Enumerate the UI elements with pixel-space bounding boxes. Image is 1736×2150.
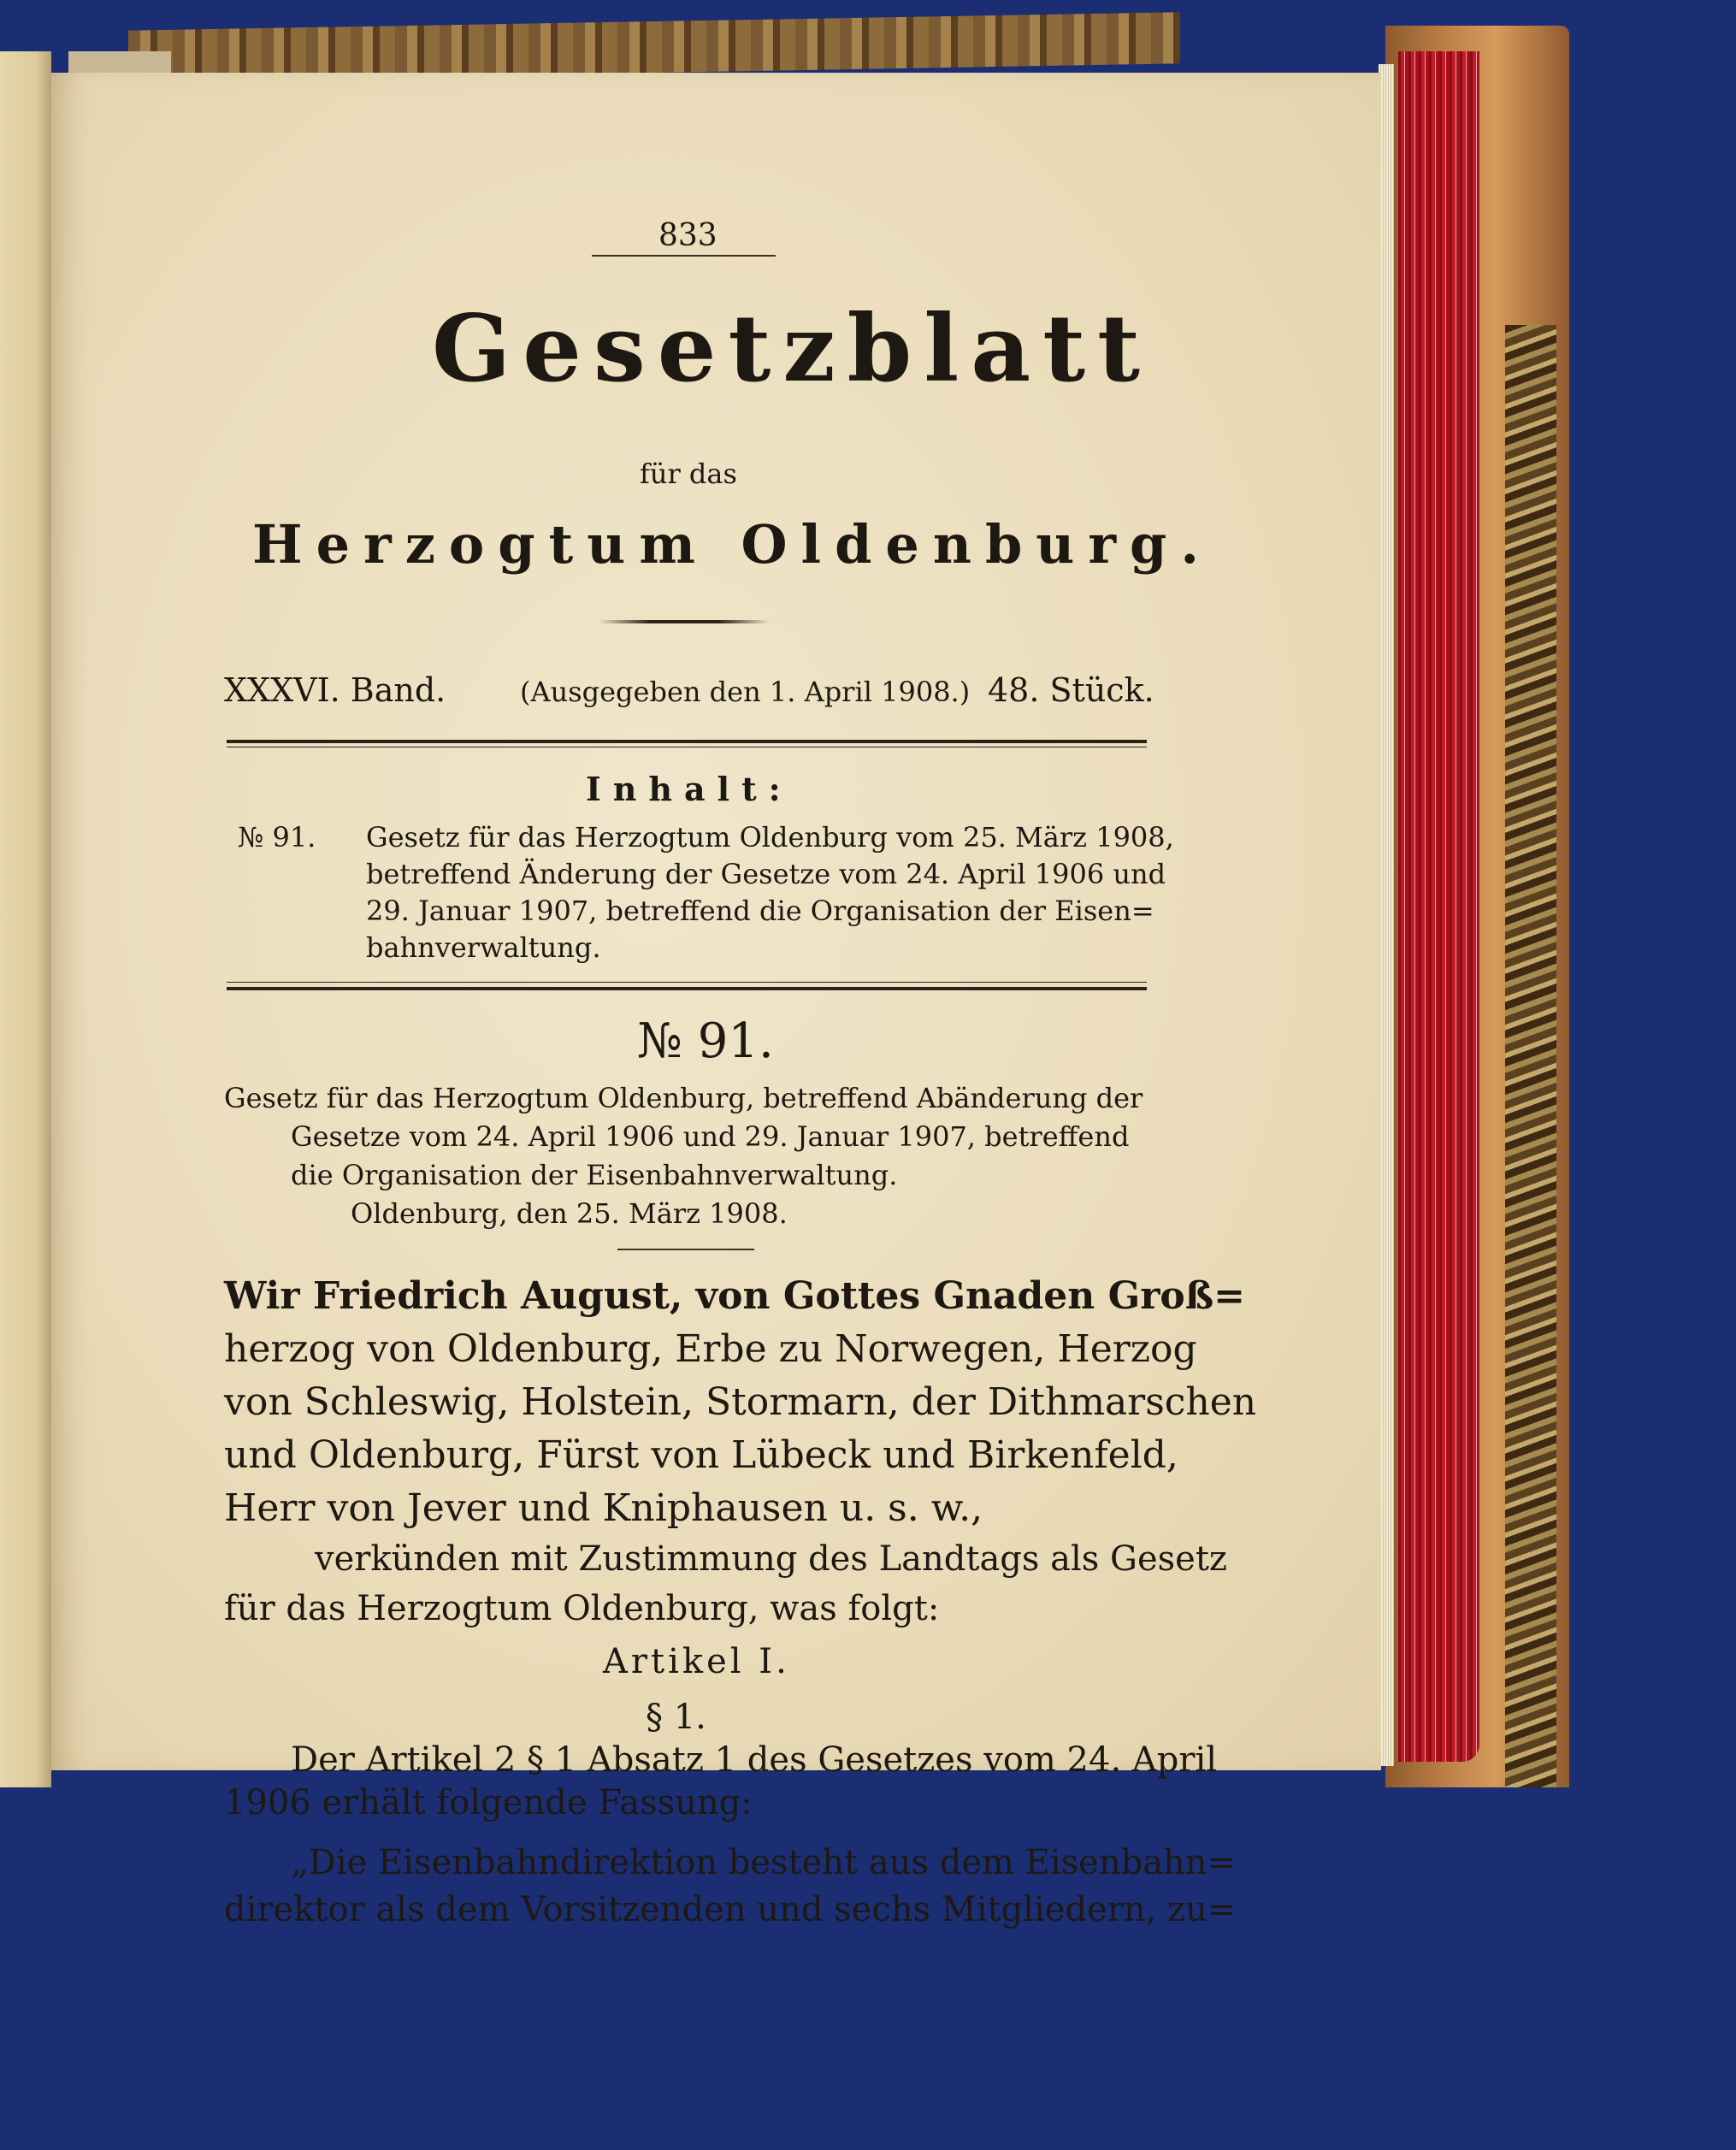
contents-line: bahnverwaltung. (366, 931, 601, 964)
law-number: № 91. (637, 1013, 774, 1069)
ornamental-rule (599, 620, 770, 623)
background-mat (0, 1787, 1736, 2150)
contents-number: № 91. (238, 821, 316, 854)
law-subtitle-line: Gesetze vom 24. April 1906 und 29. Januar 1907, betreffend (291, 1120, 1130, 1153)
law-text-line: direktor als dem Vorsitzenden und sechs Mitgliedern, zu= (224, 1890, 1237, 1929)
header-rule (592, 255, 776, 257)
preamble-line: und Oldenburg, Fürst von Lübeck und Birkenfeld, (224, 1433, 1178, 1477)
law-text-line: Der Artikel 2 § 1 Absatz 1 des Gesetzes vom 24. April (291, 1740, 1218, 1780)
enactment-line: verkünden mit Zustimmung des Landtags als Gesetz (315, 1539, 1227, 1579)
preamble-line: von Schleswig, Holstein, Stormarn, der Dithmarschen (224, 1380, 1257, 1424)
double-rule-bottom (227, 987, 1147, 990)
red-page-edges (1398, 51, 1479, 1762)
section-rule (617, 1249, 754, 1250)
marbled-cover (1505, 325, 1556, 1796)
law-subtitle-line: die Organisation der Eisenbahnverwaltung. (291, 1159, 898, 1191)
preamble-line: Herr von Jever und Kniphausen u. s. w., (224, 1486, 983, 1530)
document-title: Gesetzblatt (432, 295, 1152, 403)
preamble-line: Wir Friedrich August, von Gottes Gnaden Groß= (224, 1274, 1246, 1318)
book-spine-top (128, 12, 1180, 81)
page-number: 833 (658, 218, 717, 253)
state-name: Herzogtum Oldenburg. (252, 513, 1213, 576)
law-subtitle-line: Gesetz für das Herzogtum Oldenburg, betreffend Abänderung der (224, 1082, 1143, 1114)
law-text-line: 1906 erhält folgende Fassung: (224, 1783, 753, 1822)
contents-line: 29. Januar 1907, betreffend die Organisation der Eisen= (366, 895, 1154, 927)
contents-line: Gesetz für das Herzogtum Oldenburg vom 25. März 1908, (366, 821, 1174, 854)
double-rule-top (227, 740, 1147, 743)
issue-number: 48. Stück. (988, 671, 1154, 709)
preamble-line: herzog von Oldenburg, Erbe zu Norwegen, Herzog (224, 1327, 1197, 1371)
contents-line: betreffend Änderung der Gesetze vom 24. April 1906 und (366, 858, 1166, 890)
enactment-line: für das Herzogtum Oldenburg, was folgt: (224, 1589, 940, 1628)
double-rule-bottom-thin (227, 982, 1147, 983)
issue-date: (Ausgegeben den 1. April 1908.) (520, 676, 971, 708)
contents-heading: Inhalt: (586, 770, 793, 808)
law-text-line: „Die Eisenbahndirektion besteht aus dem Eisenbahn= (291, 1843, 1237, 1882)
volume-label: XXXVI. Band. (224, 671, 446, 709)
title-connector: für das (640, 458, 737, 490)
law-place-date: Oldenburg, den 25. März 1908. (351, 1197, 788, 1230)
article-heading: Artikel I. (603, 1642, 790, 1681)
paragraph-heading: § 1. (646, 1698, 706, 1737)
